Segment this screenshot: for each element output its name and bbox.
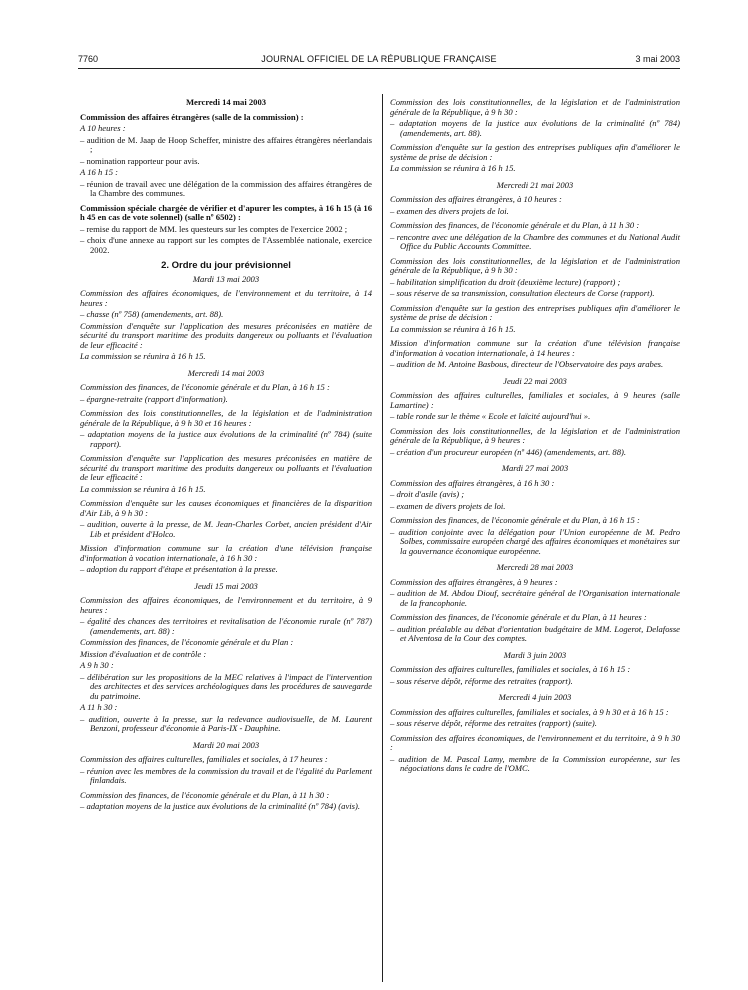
date-heading: Mardi 27 mai 2003 [501,463,569,473]
entry-item: – adaptation moyens de la justice aux évolutions de la criminalité (nº 784) (suite rapport). [80,429,372,449]
entry-item: – remise du rapport de MM. les questeurs sur les comptes de l'exercice 2002 ; [80,223,348,234]
agenda-entry [80,383,372,575]
date-heading: Jeudi 15 mai 2003 [194,580,258,591]
entry-title: Commission des affaires étrangères, à 16 h 30 : [390,477,555,488]
entry-item: – réunion avec les membres de la commission du travail et de l'égalité du Parlement finlandais. [80,765,372,785]
entry-item: – réunion de travail avec une délégation de la commission des affaires étrangères de la Chambre des communes. [80,178,372,198]
entry-time: A 10 heures : [80,123,126,133]
entry-title: Commission des affaires économiques, de l'environnement et du territoire, à 9 h 30 : [390,732,680,752]
entry-item: – examen de divers projets de loi. [390,500,506,511]
entry-item: – choix d'une annexe au rapport sur les comptes de l'Assemblée nationale, exercice 2002. [80,235,372,255]
right-column [390,98,680,776]
entry-item: – épargne-retraite (rapport d'information). [80,393,228,404]
entry-item: – égalité des chances des territoires et revitalisation de l'économie rurale (nº 787) (amendements, art. 88) : [80,616,372,636]
entry-item: – habilitation simplification du droit (deuxième lecture) (rapport) ; [390,276,621,287]
entry-item: – sous réserve dépôt, réforme des retraites (rapport) (suite). [390,718,597,728]
entry-title: Commission d'enquête sur les causes économiques et financières de la disparition d'Air Lib, à 9 h 30 : [80,498,372,518]
entry-title: Commission des lois constitutionnelles, de la législation et de l'administration générale de la République, à 9 h 30 et 16 heures : [80,408,372,428]
entry-title: Commission des finances, de l'économie générale et du Plan, à 16 h 15 : [390,515,640,525]
section-heading: 2. Ordre du jour prévisionnel [161,260,291,271]
header-rule [78,68,680,69]
agenda-entry [80,596,372,734]
agenda-entry [80,289,372,362]
entry-title: Commission des affaires culturelles, familiales et sociales, à 9 h 30 et à 16 h 15 : [390,706,669,717]
entry-title: Commission des lois constitutionnelles, de la législation et de l'administration générale de la République, à 9 h 30 : [390,255,680,275]
entry-title: Commission des finances, de l'économie générale et du Plan, à 16 h 15 : [80,382,330,392]
left-column [80,98,372,814]
entry-item: – examen des divers projets de loi. [390,205,509,216]
entry-title: Commission spéciale chargée de vérifier et d'apurer les comptes, à 16 h 15 (à 16 h 45 en cas de vote solennel) (salle nº 6502) : [80,202,372,222]
journal-title: JOURNAL OFFICIEL DE LA RÉPUBLIQUE FRANÇAISE [261,54,497,64]
entry-title: Commission des affaires culturelles, familiales et sociales, à 16 h 15 : [390,664,631,674]
entry-title: Mission d'information commune sur la création d'une télévision française d'information à vocation internationale, à 16 h 30 : [80,543,372,563]
date-heading: Mercredi 14 mai 2003 [187,367,265,378]
entry-time: A 11 h 30 : [80,702,118,712]
page-number: 7760 [78,54,99,64]
entry-item: – création d'un procureur européen (nº 446) (amendements, art. 88). [390,446,627,457]
entry-item: – délibération sur les propositions de la MEC relatives à l'impact de l'intervention des architectes et des services archéologiques dans les procédures de sauvegarde du patrimoine. [80,671,372,701]
date-heading: Mercredi 21 mai 2003 [496,179,574,190]
entry-title: Commission d'enquête sur la gestion des entreprises publiques afin d'améliorer le système de prise de décision : [390,302,680,322]
date-heading: Jeudi 22 mai 2003 [503,375,567,386]
agenda-entry [390,665,680,686]
entry-title: Commission des affaires culturelles, familiales et sociales, à 9 heures (salle Lamartine) : [390,390,680,410]
agenda-entry [390,578,680,644]
entry-item: – droit d'asile (avis) ; [390,489,465,499]
entry-title: Commission des affaires étrangères, à 9 heures : [390,576,558,587]
entry-item: La commission se réunira à 16 h 15. [390,323,516,334]
agenda-entry [80,113,372,199]
agenda-entry [80,204,372,256]
column-divider [382,94,383,982]
agenda-entry [80,755,372,812]
entry-item: – adaptation moyens de la justice aux évolutions de la criminalité (nº 784) (avis). [80,801,360,811]
entry-title: Commission des affaires étrangères, à 10 heures : [390,194,562,204]
entry-item: – chasse (nº 758) (amendements, art. 88). [80,309,224,319]
entry-title: Commission des affaires économiques, de l'environnement et du territoire, à 14 heures : [80,288,372,308]
entry-item: – sous réserve dépôt, réforme des retraites (rapport). [390,675,573,686]
agenda-entry [390,391,680,457]
agenda-entry [390,479,680,557]
entry-title: Commission d'enquête sur l'application des mesures préconisées en matière de sécurité du transport maritime des produits dangereux ou polluants et l'évaluation de leur efficacité : [80,453,372,482]
entry-item: – audition de M. Jaap de Hoop Scheffer, ministre des affaires étrangères néerlandais ; [80,134,372,154]
entry-title: Commission des finances, de l'économie générale et du Plan, à 11 heures : [390,612,647,622]
entry-item: – nomination rapporteur pour avis. [80,155,200,166]
entry-item: – rencontre avec une délégation de la Chambre des communes et du National Audit Office du Public Accounts Committee. [390,231,680,251]
entry-item: – audition préalable au débat d'orientation budgétaire de MM. Logerot, Delafosse et Alventosa de la Cour des comptes. [390,623,680,643]
date-heading: Mardi 3 juin 2003 [503,649,567,660]
agenda-entry [390,98,680,174]
entry-item: La commission se réunira à 16 h 15. [390,163,516,173]
entry-subtitle: Mission d'évaluation et de contrôle : [80,648,207,659]
entry-item: – audition de M. Antoine Basbous, directeur de l'Observatoire des pays arabes. [390,359,664,369]
date-heading: Mercredi 14 mai 2003 [185,97,267,107]
entry-title: Commission des finances, de l'économie générale et du Plan : [80,637,294,647]
entry-title: Commission d'enquête sur la gestion des entreprises publiques afin d'améliorer le système de prise de décision : [390,142,680,162]
issue-date: 3 mai 2003 [635,54,680,64]
entry-item: – table ronde sur le thème « Ecole et laïcité aujourd'hui ». [390,411,591,421]
entry-title: Commission des finances, de l'économie générale et du Plan, à 11 h 30 : [390,220,640,230]
entry-item: La commission se réunira à 16 h 15. [80,483,206,494]
entry-title: Commission des finances, de l'économie générale et du Plan, à 11 h 30 : [80,789,330,800]
entry-item: – audition, ouverte à la presse, de M. Jean-Charles Corbet, ancien président d'Air Lib et président d'Holco. [80,519,372,539]
entry-title: Commission des affaires culturelles, familiales et sociales, à 17 heures : [80,754,328,764]
entry-title: Commission des lois constitutionnelles, de la législation et de l'administration générale de la République, à 9 h 30 : [390,97,680,117]
entry-title: Commission des affaires économiques, de l'environnement et du territoire, à 9 heures : [80,595,372,615]
entry-item: – audition, ouverte à la presse, sur la redevance audiovisuelle, de M. Laurent Benzoni, professeur d'économie à Paris-IX - Dauphine. [80,713,372,733]
date-heading: Mardi 13 mai 2003 [192,273,260,284]
entry-title: Commission d'enquête sur l'application des mesures préconisées en matière de sécurité du transport maritime des produits dangereux ou polluants et l'évaluation de leur efficacité : [80,320,372,350]
entry-item: – adaptation moyens de la justice aux évolutions de la criminalité (nº 784) (amendements, art. 88). [390,118,680,138]
entry-time: A 9 h 30 : [80,660,114,670]
entry-item: La commission se réunira à 16 h 15. [80,351,206,361]
entry-item: – audition conjointe avec la délégation pour l'Union européenne de M. Pedro Solbes, commissaire européen chargé des affaires économiques et monétaires sur la gouvernance économique européenne. [390,526,680,556]
date-heading: Mercredi 4 juin 2003 [498,692,572,702]
entry-item: – adoption du rapport d'étape et présentation à la presse. [80,564,278,574]
date-heading: Mercredi 28 mai 2003 [496,562,574,572]
agenda-entry [390,195,680,370]
agenda-entry [390,708,680,774]
entry-title: Commission des affaires étrangères (salle de la commission) : [80,111,304,122]
entry-item: – audition de M. Abdou Diouf, secrétaire général de l'Organisation internationale de la francophonie. [390,588,680,608]
entry-title: Commission des lois constitutionnelles, de la législation et de l'administration générale de la République, à 9 heures : [390,425,680,445]
entry-time: A 16 h 15 : [80,167,119,177]
date-heading: Mardi 20 mai 2003 [192,739,260,750]
entry-item: – audition de M. Pascal Lamy, membre de la Commission européenne, sur les négociations dans le cadre de l'OMC. [390,753,680,773]
page-header [78,54,680,68]
entry-item: – sous réserve de sa transmission, consultation électeurs de Corse (rapport). [390,288,655,298]
entry-title: Mission d'information commune sur la création d'une télévision française d'information à vocation internationale, à 14 heures : [390,338,680,358]
